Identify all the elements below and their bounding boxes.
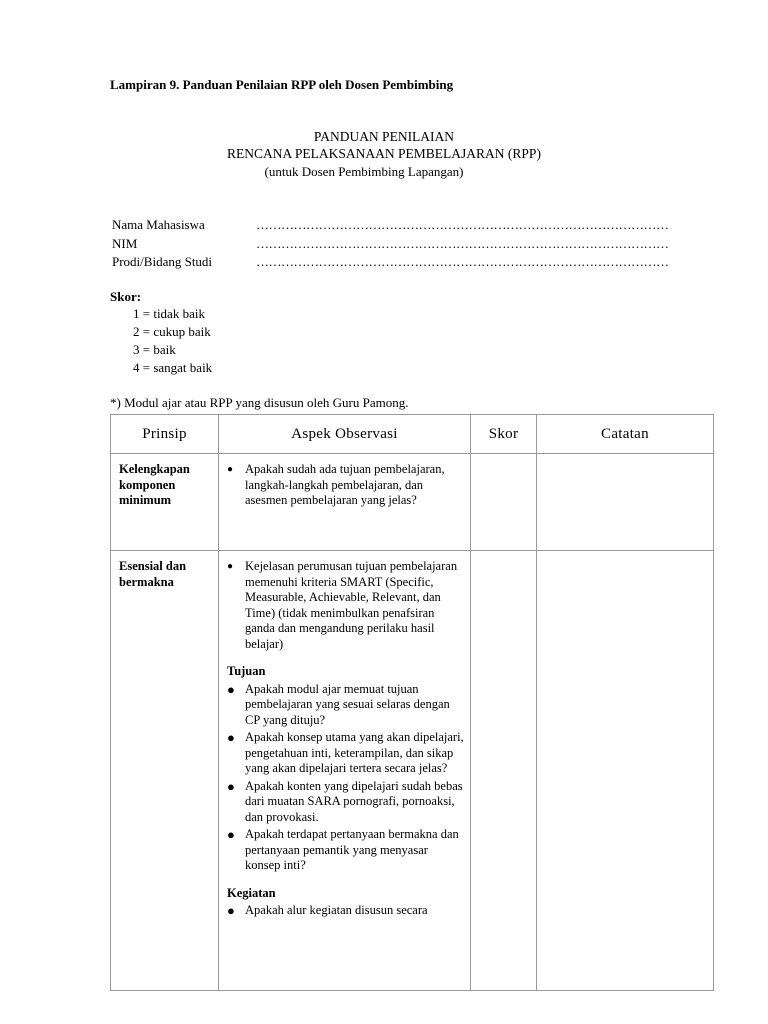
notes-input-cell[interactable]: [537, 551, 714, 991]
prinsip-cell: Kelengkapan komponen minimum: [111, 454, 219, 551]
section-heading-tujuan: Tujuan: [227, 664, 266, 678]
bullet-list: [225, 903, 464, 919]
bullet-icon: ●: [227, 561, 234, 572]
prinsip-cell: Esensial dan bermakna: [111, 551, 219, 991]
header-prinsip: Prinsip: [111, 415, 219, 454]
score-item: 3 = baik: [133, 342, 176, 357]
list-item: [225, 779, 464, 826]
field-label: Nama Mahasiswa: [112, 217, 205, 232]
aspek-cell: [219, 454, 471, 551]
notes-input-cell[interactable]: [537, 454, 714, 551]
appendix-title: Lampiran 9. Panduan Penilaian RPP oleh Dosen Pembimbing: [110, 77, 454, 92]
score-input-cell[interactable]: [471, 454, 537, 551]
score-label: Skor:: [110, 289, 142, 304]
list-item: [225, 903, 464, 919]
field-nim: [112, 236, 669, 252]
footnote: *) Modul ajar atau RPP yang disusun oleh Guru Pamong.: [110, 395, 409, 410]
field-blank: ………………………………………………………………………………………: [256, 217, 669, 232]
list-item: [225, 682, 464, 729]
bullet-icon: ●: [227, 903, 235, 918]
score-input-cell[interactable]: [471, 551, 537, 991]
main-title-line3: (untuk Dosen Pembimbing Lapangan): [264, 164, 464, 179]
score-item: 2 = cukup baik: [133, 324, 211, 339]
list-item: [225, 827, 464, 874]
bullet-list: [225, 559, 464, 652]
bullet-list: [225, 462, 464, 509]
bullet-icon: ●: [227, 778, 235, 794]
table-row: [111, 551, 714, 991]
bullet-icon: ●: [227, 681, 235, 697]
list-item-text: Apakah alur kegiatan disusun secara: [245, 903, 428, 917]
field-label: Prodi/Bidang Studi: [112, 254, 213, 269]
score-item: 1 = tidak baik: [133, 306, 205, 321]
list-item-text: Apakah konten yang dipelajari sudah bebas dari muatan SARA pornografi, pornoaksi, dan provokasi.: [245, 778, 463, 824]
field-blank: ………………………………………………………………………………………: [256, 236, 669, 251]
table-header-row: [111, 415, 714, 454]
bullet-icon: ●: [227, 730, 235, 745]
main-title-line1: PANDUAN PENILAIAN: [313, 129, 455, 144]
header-catatan: Catatan: [537, 415, 714, 454]
assessment-table: [110, 414, 714, 991]
aspek-cell: [219, 551, 471, 991]
main-title-line2: RENCANA PELAKSANAAN PEMBELAJARAN (RPP): [227, 146, 541, 161]
list-item: [225, 730, 464, 777]
bullet-list: [225, 682, 464, 874]
header-skor: Skor: [471, 415, 537, 454]
list-item-text: Apakah konsep utama yang akan dipelajari, pengetahuan inti, keterampilan, dan sikap yang akan dipelajari tertera secara jelas?: [245, 730, 464, 775]
list-item: [225, 559, 464, 652]
list-item-text: Apakah terdapat pertanyaan bermakna dan pertanyaan pemantik yang menyasar konsep inti?: [245, 827, 459, 872]
score-item: 4 = sangat baik: [133, 360, 213, 375]
list-item-text: Apakah sudah ada tujuan pembelajaran, langkah-langkah pembelajaran, dan asesmen pembelajaran yang jelas?: [245, 462, 445, 507]
header-aspek-observasi: Aspek Observasi: [219, 415, 471, 454]
field-nama-mahasiswa: [112, 217, 669, 233]
bullet-icon: ●: [227, 464, 234, 475]
field-label: NIM: [112, 236, 138, 251]
field-prodi: [112, 254, 669, 270]
table-row: [111, 454, 714, 551]
list-item: [225, 462, 464, 509]
field-blank: ………………………………………………………………………………………: [256, 254, 669, 269]
section-heading-kegiatan: Kegiatan: [227, 885, 276, 900]
list-item-text: Apakah modul ajar memuat tujuan pembelajaran yang sesuai selaras dengan CP yang dituju?: [245, 681, 450, 727]
list-item-text: Kejelasan perumusan tujuan pembelajaran memenuhi kriteria SMART (Specific, Measurable, Achievable, Relevant, dan Time) (tidak menimbulkan penafsiran ganda dan mengandung perilaku hasil belajar): [245, 559, 458, 651]
bullet-icon: ●: [227, 827, 235, 842]
